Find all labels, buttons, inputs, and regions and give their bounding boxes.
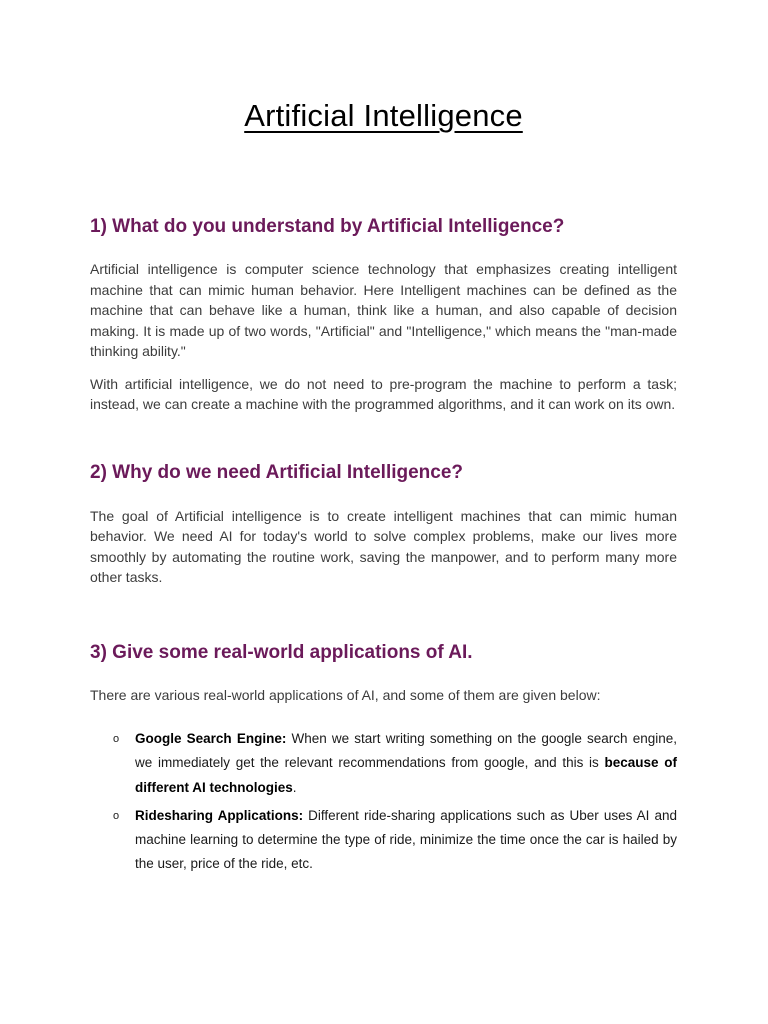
section-heading-3: 3) Give some real-world applications of AI. — [90, 641, 473, 663]
section-heading-2: 2) Why do we need Artificial Intelligence? — [90, 461, 464, 483]
applications-list — [90, 727, 677, 877]
bullet-circle-icon: o — [113, 809, 120, 822]
list-item-label: Google Search Engine: — [135, 731, 287, 746]
bullet-circle-icon: o — [113, 733, 120, 745]
document-title: Artificial Intelligence — [244, 98, 523, 133]
section-heading-1: 1) What do you understand by Artificial Intelligence? — [90, 216, 565, 237]
list-item-end: . — [292, 779, 297, 795]
list-item-text: Different ride-sharing applications such as Uber uses AI and machine learning to determine the type of ride, minimize the time once the car is hailed by the user, price of the ride, etc. — [135, 807, 677, 872]
section-1-paragraph-2: With artificial intelligence, we do not need to pre-program the machine to perform a task; instead, we can create a machine with the programmed algorithms, and it can work on its own. — [90, 375, 677, 412]
list-item-text: When we start writing something on the google search engine, we immediately get the relevant recommendations from google, and this is — [135, 731, 678, 771]
section-3-paragraph-1: There are various real-world applications of AI, and some of them are given below: — [90, 686, 601, 703]
list-item — [113, 727, 678, 800]
list-item-bold-text: because of different AI technologies — [135, 755, 677, 795]
section-1-paragraph-1: Artificial intelligence is computer science technology that emphasizes creating intelligent machine that can mimic human behavior. Here Intelligent machines can be defined as the machine that can behave like a human, think like a human, and also capable of decision making. It is made up of two words, "Artificial" and "Intelligence," which means the "man-made thinking ability." — [90, 261, 677, 359]
list-item-label: Ridesharing Applications: — [135, 807, 304, 823]
section-2-paragraph-1: The goal of Artificial intelligence is to create intelligent machines that can mimic human behavior. We need AI for today's world to solve complex problems, make our lives more smoothly by automating the routine work, saving the manpower, and to perform many more other tasks. — [90, 507, 677, 585]
list-item — [113, 804, 677, 877]
